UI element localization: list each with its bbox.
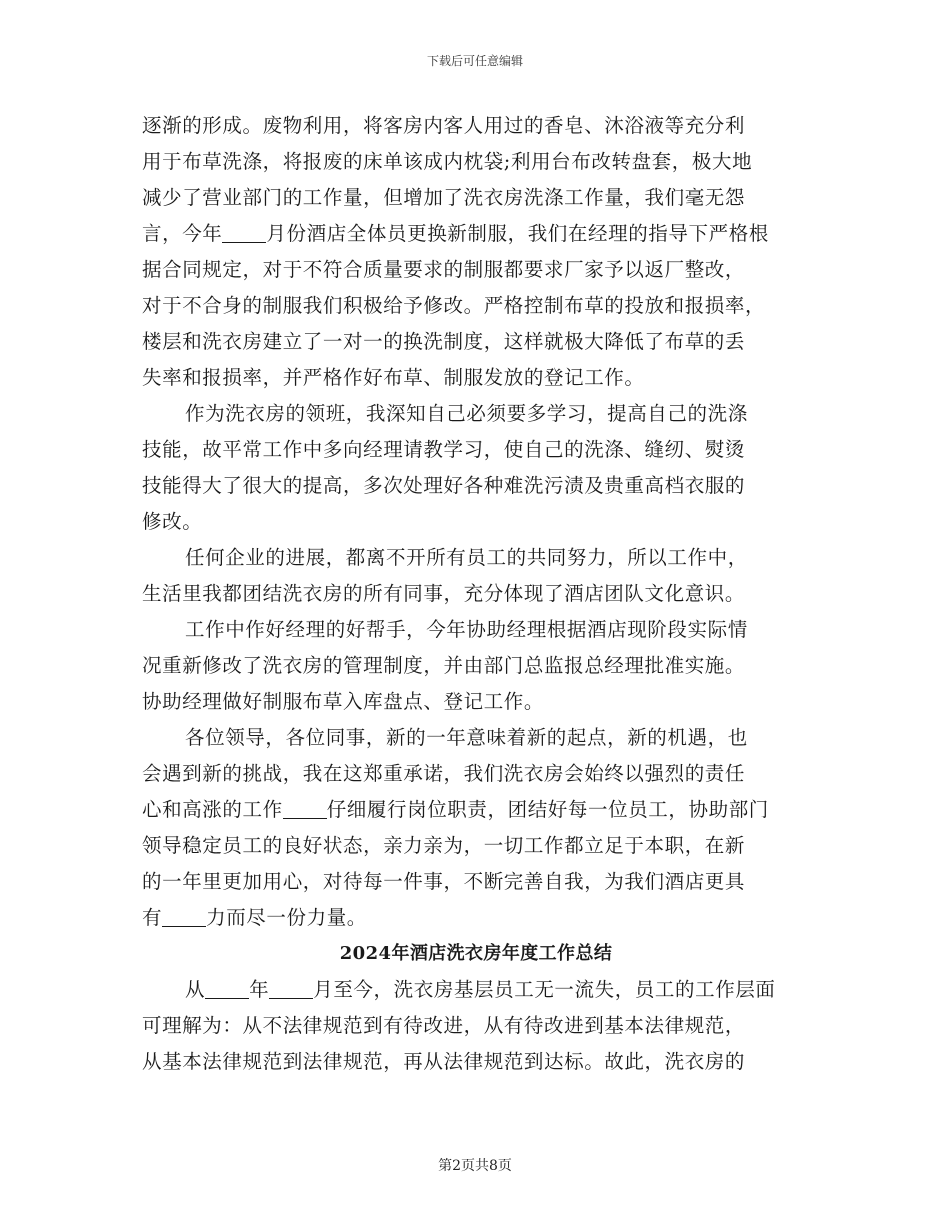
text-line: 况重新修改了洗衣房的管理制度，并由部门总监报总经理批准实施。 [142, 654, 746, 677]
paragraph-1 [142, 108, 810, 396]
text-line: 据合同规定，对于不符合质量要求的制服都要求厂家予以返厂整改， [142, 258, 746, 281]
text-line [142, 900, 810, 936]
paragraph-5 [142, 720, 810, 936]
text-segment: 有 [142, 906, 163, 929]
text-line: 各位领导，各位同事，新的一年意味着新的起点，新的机遇，也 [185, 726, 748, 749]
section-title: 2024年酒店洗衣房年度工作总结 [339, 943, 613, 964]
fill-blank [162, 906, 206, 927]
paragraph-6 [142, 972, 810, 1080]
text-line [142, 216, 810, 252]
text-line: 失率和报损率，并严格作好布草、制服发放的登记工作。 [142, 366, 645, 389]
text-line: 对于不合身的制服我们积极给予修改。严格控制布草的投放和报损率， [142, 294, 766, 317]
text-line: 技能得大了很大的提高，多次处理好各种难洗污渍及贵重高档衣服的 [142, 474, 746, 497]
text-line: 工作中作好经理的好帮手，今年协助经理根据酒店现阶段实际情 [185, 618, 748, 641]
text-line: 任何企业的进展，都离不开所有员工的共同努力，所以工作中， [185, 546, 748, 569]
text-line: 的一年里更加用心，对待每一件事，不断完善自我，为我们酒店更具 [142, 870, 746, 893]
fill-blank [205, 978, 249, 999]
fill-blank [222, 222, 266, 243]
text-segment: 仔细履行岗位职责，团结好每一位员工，协助部门 [326, 798, 769, 821]
text-line: 作为洗衣房的领班，我深知自己必须要多学习，提高自己的洗涤 [185, 402, 748, 425]
text-segment: 言，今年 [142, 222, 223, 245]
text-segment: 月至今，洗衣房基层员工无一流失，员工的工作层面 [313, 978, 776, 1001]
text-line: 楼层和洗衣房建立了一对一的换洗制度，这样就极大降低了布草的丢 [142, 330, 746, 353]
text-line [142, 792, 810, 828]
text-line: 生活里我都团结洗衣房的所有同事，充分体现了酒店团队文化意识。 [142, 582, 746, 605]
document-body [142, 108, 810, 1080]
paragraph-4 [142, 612, 810, 720]
text-line: 可理解为：从不法律规范到有待改进，从有待改进到基本法律规范， [142, 1014, 746, 1037]
text-line: 领导稳定员工的良好状态，亲力亲为，一切工作都立足于本职，在新 [142, 834, 746, 857]
page-number: 第2页共8页 [438, 1158, 512, 1174]
page-header: 下载后可任意编辑 [426, 54, 523, 68]
text-line: 修改。 [142, 510, 203, 533]
text-segment: 年 [249, 978, 270, 1001]
text-line: 技能，故平常工作中多向经理请教学习，使自己的洗涤、缝纫、熨烫 [142, 438, 746, 461]
fill-blank [283, 798, 327, 819]
text-line: 逐渐的形成。废物利用，将客房内客人用过的香皂、沐浴液等充分利 [142, 114, 746, 137]
paragraph-2 [142, 396, 810, 540]
text-segment: 力而尽一份力量。 [206, 906, 367, 929]
fill-blank [269, 978, 313, 999]
text-segment: 从 [185, 978, 206, 1001]
text-segment: 心和高涨的工作 [142, 798, 283, 821]
text-line: 协助经理做好制服布草入库盘点、登记工作。 [142, 690, 545, 713]
paragraph-3 [142, 540, 810, 612]
text-line [142, 972, 810, 1008]
text-segment: 月份酒店全体员更换新制服，我们在经理的指导下严格根 [266, 222, 769, 245]
text-line: 减少了营业部门的工作量，但增加了洗衣房洗涤工作量，我们毫无怨 [142, 186, 746, 209]
text-line: 从基本法律规范到法律规范，再从法律规范到达标。故此，洗衣房的 [142, 1050, 746, 1073]
text-line: 用于布草洗涤，将报废的床单该成内枕袋;利用台布改转盘套，极大地 [142, 150, 753, 173]
text-line: 会遇到新的挑战，我在这郑重承诺，我们洗衣房会始终以强烈的责任 [142, 762, 746, 785]
